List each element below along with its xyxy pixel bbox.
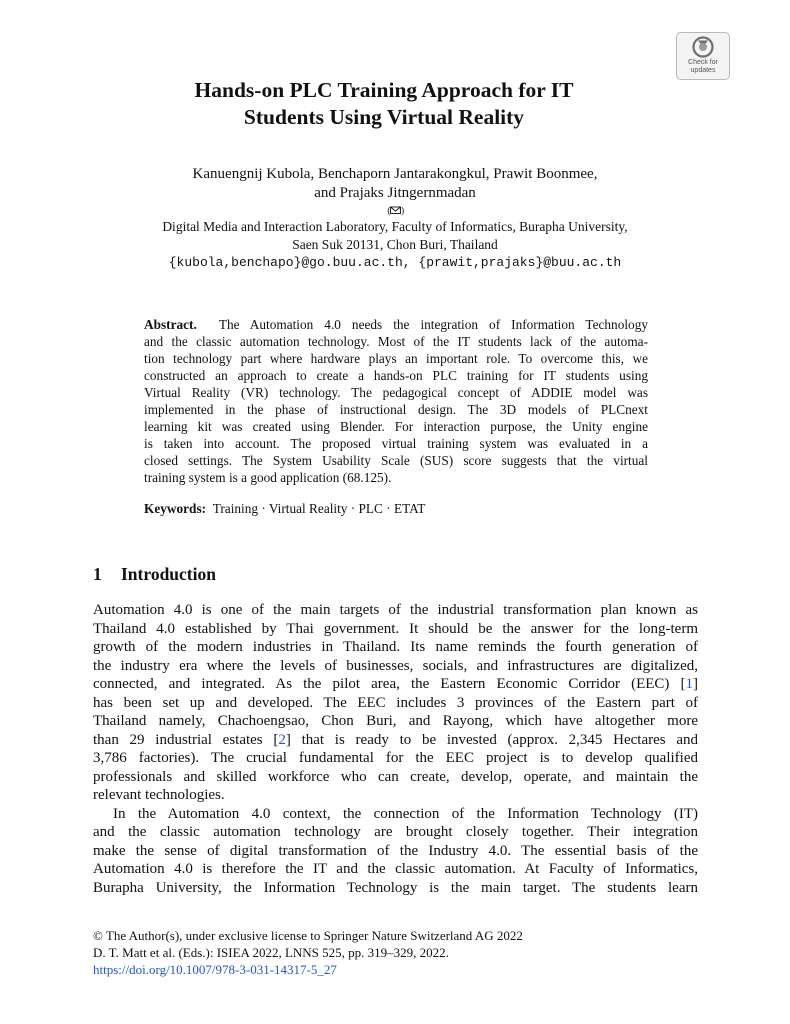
abstract-line: learning kit was created using Blender. For interaction purpose, the Unity engine	[144, 419, 648, 434]
affiliation	[0, 218, 790, 272]
keywords-label: Keywords:	[144, 501, 207, 516]
abstract	[144, 316, 648, 486]
body-line: relevant technologies.	[93, 787, 225, 803]
svg-text:(: (	[387, 207, 391, 217]
abstract-line: is taken into account. The proposed virtual training system was evaluated in a	[144, 436, 648, 451]
citation-link-2[interactable]: 2	[278, 731, 286, 748]
body-line: In the Automation 4.0 context, the connection of the Information Technology (IT)	[113, 805, 698, 822]
body-line: 3,786 factories). The crucial fundamental for the EEC project is to develop qualified	[93, 750, 698, 766]
body-line: Automation 4.0 is therefore the IT and the classic automation. At Faculty of Informatics,	[93, 861, 698, 877]
body-text	[93, 601, 698, 897]
abstract-line: constructed an approach to create a hands-on PLC training for IT students using	[144, 368, 648, 383]
title-line-2: Students Using Virtual Reality	[243, 105, 525, 129]
badge-label-line1: Check for	[688, 59, 718, 66]
keywords-list: Training · Virtual Reality · PLC · ETAT	[212, 501, 426, 516]
author-list	[0, 165, 790, 221]
check-for-updates-badge[interactable]	[676, 32, 730, 80]
citation-link-1[interactable]: 1	[685, 676, 693, 692]
body-line: the industry era where the levels of businesses, socials, and infrastructures are digitalized,	[93, 657, 698, 674]
body-line: make the sense of digital transformation of the Industry 4.0. The essential basis of the	[93, 842, 698, 859]
badge-label-line2: updates	[690, 67, 716, 74]
body-line: and the classic automation technology are brought closely together. Their integration	[93, 824, 698, 840]
abstract-line: tion technology part where hardware plays an important role. To overcome this, we	[144, 351, 648, 366]
body-line: has been set up and developed. The EEC includes 3 provinces of the Eastern part of	[93, 694, 698, 711]
keywords	[144, 500, 648, 517]
abstract-line: Abstract. The Automation 4.0 needs the integration of Information Technology	[144, 317, 648, 332]
section-title: Introduction	[121, 564, 216, 584]
body-line: connected, and integrated. As the pilot area, the Eastern Economic Corridor (EEC) [1]	[93, 676, 698, 692]
abstract-label: Abstract.	[144, 317, 197, 332]
svg-text:): )	[401, 207, 405, 217]
abstract-line: closed settings. The System Usability Scale (SUS) score suggests that the virtual	[144, 453, 648, 468]
body-line: Automation 4.0 is one of the main targets of the industrial transformation plan known as	[93, 602, 698, 618]
doi-link[interactable]: https://doi.org/10.1007/978-3-031-14317-5_27	[93, 962, 337, 977]
body-line: Thailand 4.0 established by Thai government. It should be the answer for the long-term	[93, 620, 698, 637]
abstract-line: implemented in the phase of instructional design. The 3D models of PLCnext	[144, 402, 648, 417]
section-number: 1	[93, 564, 102, 584]
footnote	[93, 927, 523, 978]
affiliation-line-1: Digital Media and Interaction Laboratory, Faculty of Informatics, Burapha University,	[162, 219, 628, 234]
abstract-line: and the classic automation technology. Most of the IT students lack of the automa-	[144, 334, 648, 349]
authors-line-1: Kanuengnij Kubola, Benchaporn Jantarakongkul, Prawit Boonmee,	[192, 166, 598, 182]
copyright-notice: © The Author(s), under exclusive license to Springer Nature Switzerland AG 2022	[93, 928, 523, 943]
affiliation-line-2: Saen Suk 20131, Chon Buri, Thailand	[292, 237, 498, 252]
citation-info: D. T. Matt et al. (Eds.): ISIEA 2022, LNNS 525, pp. 319–329, 2022.	[93, 945, 449, 960]
section-heading	[93, 563, 216, 585]
paper-title	[0, 77, 768, 131]
body-line: Burapha University, the Information Technology is the main target. The students learn	[93, 879, 698, 896]
title-line-1: Hands-on PLC Training Approach for IT	[194, 78, 574, 102]
authors-line-2	[0, 184, 790, 221]
body-line: Thailand namely, Chachoengsao, Chon Buri, and Rayong, which have altogether more	[93, 713, 698, 729]
authors-line-2-text: and Prajaks Jitngernmadan	[314, 184, 476, 201]
abstract-line: training system is a good application (68.125).	[144, 470, 392, 485]
body-line: than 29 industrial estates [2] that is ready to be invested (approx. 2,345 Hectares and	[93, 731, 699, 748]
body-line: professionals and skilled workforce who can create, develop, operate, and maintain the	[93, 768, 698, 785]
author-emails[interactable]: {kubola,benchapo}@go.buu.ac.th, {prawit,prajaks}@buu.ac.th	[168, 255, 622, 270]
check-for-updates-icon	[692, 36, 714, 58]
body-line: growth of the modern industries in Thailand. Its name reminds the fourth generation of	[93, 639, 698, 655]
abstract-line: Virtual Reality (VR) technology. The pedagogical concept of ADDIE model was	[144, 385, 648, 400]
